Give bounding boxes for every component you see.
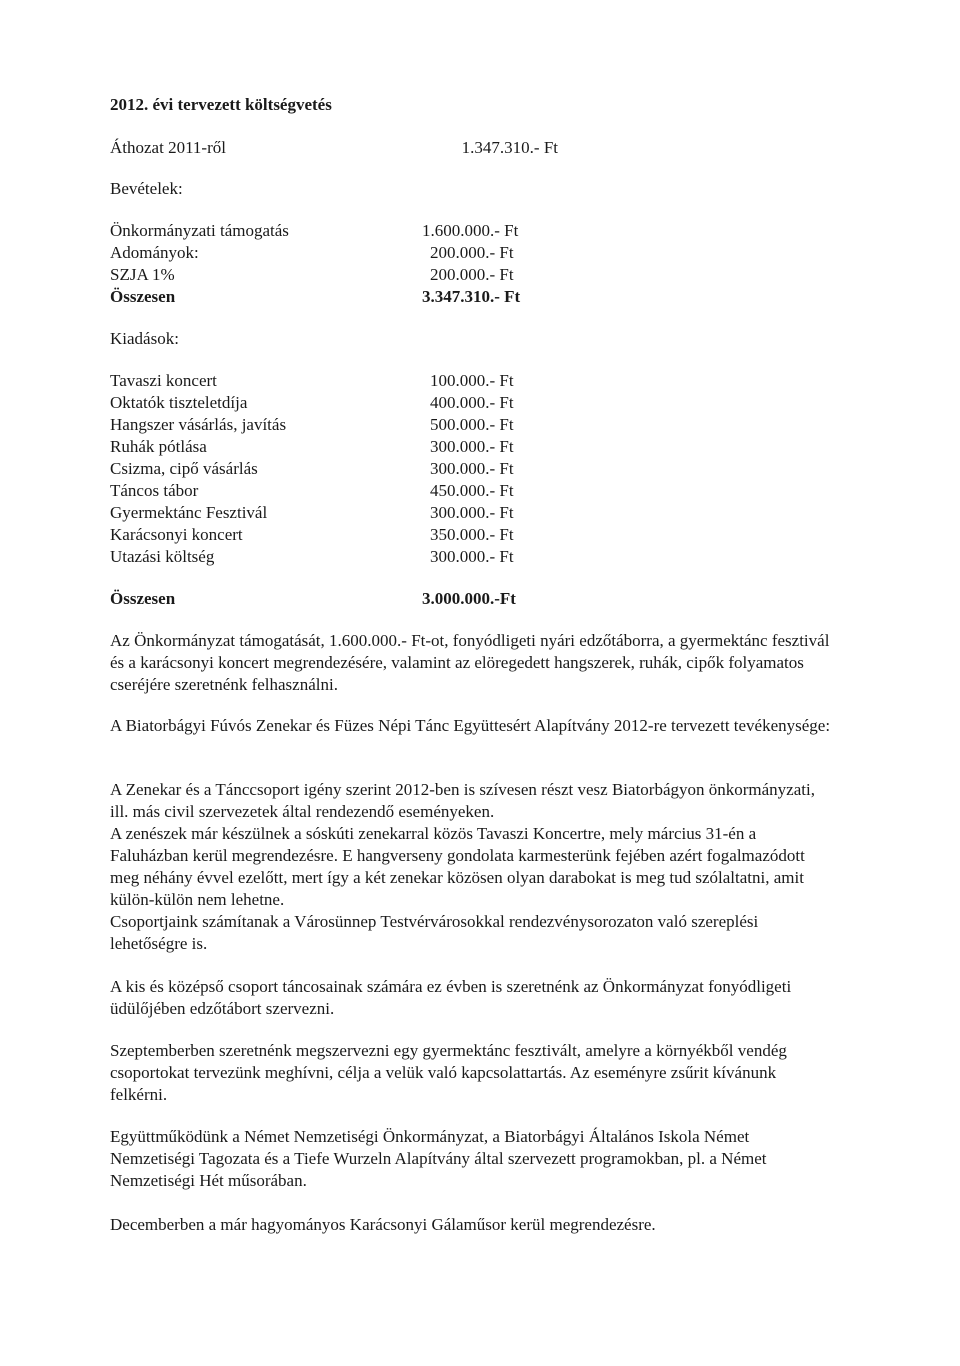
paragraph-text: A Zenekar és a Tánccsoport igény szerint 2012-ben is szívesen részt vesz Biatorbágyon önkormányzati, ill. más civil szervezetek által rendezendő eseményeken. <box>110 780 815 821</box>
expense-label: Gyermektánc Fesztivál <box>110 503 268 522</box>
expenses-total-amount: 3.000.000.-Ft <box>422 589 516 608</box>
expense-row <box>110 480 670 502</box>
income-row <box>110 264 670 286</box>
expense-amount: 300.000.- Ft <box>430 547 514 566</box>
income-total-row <box>110 286 670 308</box>
expense-label: Karácsonyi koncert <box>110 525 243 544</box>
paragraph-text: Az Önkormányzat támogatását, 1.600.000.- Ft-ot, fonyódligeti nyári edzőtáborra, a gyermektánc fesztivál és a karácsonyi koncert megrendezésére, valamint az elöregedett hangszerek, ruhák, cipők folyamatos cseréjére szeretnénk felhasználni. <box>110 631 830 694</box>
paragraph-text: Decemberben a már hagyományos Karácsonyi Gálaműsor kerül megrendezésre. <box>110 1215 656 1234</box>
paragraph-festival <box>110 1040 835 1106</box>
income-row <box>110 242 670 264</box>
expenses-total-row <box>110 588 670 610</box>
income-total-label: Összesen <box>110 287 176 306</box>
paragraph-camp <box>110 976 835 1020</box>
carryover-row <box>110 137 670 159</box>
expense-row <box>110 524 670 546</box>
expense-amount: 500.000.- Ft <box>430 415 514 434</box>
expense-row <box>110 414 670 436</box>
expense-amount: 450.000.- Ft <box>430 481 514 500</box>
expense-row <box>110 370 670 392</box>
expenses-total-label: Összesen <box>110 589 176 608</box>
expenses-heading: Kiadások: <box>110 329 179 348</box>
income-amount: 200.000.- Ft <box>430 243 514 262</box>
carryover-label: Áthozat 2011-ről <box>110 138 226 157</box>
expense-label: Csizma, cipő vásárlás <box>110 459 258 478</box>
expense-row <box>110 436 670 458</box>
expense-label: Táncos tábor <box>110 481 199 500</box>
paragraph-text: Csoportjaink számítanak a Városünnep Testvérvárosokkal rendezvénysorozaton való szereplési lehetőségre is. <box>110 912 759 953</box>
paragraph-december <box>110 1214 835 1236</box>
income-amount: 200.000.- Ft <box>430 265 514 284</box>
expense-row <box>110 502 670 524</box>
paragraph-text: A zenészek már készülnek a sóskúti zenekarral közös Tavaszi Koncertre, mely március 31-én a Faluházban kerül megrendezésre. E hangverseny gondolata karmesterünk fejében azért fogalmazódott meg néhány évvel ezelőtt, mert így a két zenekar közösen olyan darabokat is meg tud szólaltatni, amit külön-külön nem lehetne. <box>110 824 805 909</box>
document-page <box>110 0 850 1366</box>
expense-amount: 300.000.- Ft <box>430 437 514 456</box>
income-heading: Bevételek: <box>110 179 183 198</box>
income-label: SZJA 1% <box>110 265 175 284</box>
paragraph-events <box>110 779 835 955</box>
paragraph-funding <box>110 630 835 696</box>
expense-amount: 300.000.- Ft <box>430 503 514 522</box>
paragraph-text: A Biatorbágyi Fúvós Zenekar és Füzes Népi Tánc Együttesért Alapítvány 2012-re tervezett tevékenysége: <box>110 716 831 735</box>
expense-amount: 350.000.- Ft <box>430 525 514 544</box>
expense-label: Oktatók tiszteletdíja <box>110 393 248 412</box>
paragraph-text: A kis és középső csoport táncosainak számára ez évben is szeretnénk az Önkormányzat fonyódligeti üdülőjében edzőtábort szervezni. <box>110 977 792 1018</box>
income-amount: 1.600.000.- Ft <box>422 221 519 240</box>
paragraph-activity-intro <box>110 715 835 737</box>
expense-amount: 400.000.- Ft <box>430 393 514 412</box>
expense-label: Tavaszi koncert <box>110 371 217 390</box>
income-row <box>110 220 670 242</box>
paragraph-cooperation <box>110 1126 835 1192</box>
expense-label: Ruhák pótlása <box>110 437 207 456</box>
paragraph-text: Együttműködünk a Német Nemzetiségi Önkormányzat, a Biatorbágyi Általános Iskola Német Nemzetiségi Tagozata és a Tiefe Wurzeln Alapítvány által szervezett programokban, pl. a Német Nemzetiségi Hét műsorában. <box>110 1127 767 1190</box>
expense-row <box>110 546 670 568</box>
paragraph-text: Szeptemberben szeretnénk megszervezni egy gyermektánc fesztivált, amelyre a környékből vendég csoportokat tervezünk meghívni, célja a velük való kapcsolattartás. Az eseményre zsűrit kívánunk felkérni. <box>110 1041 787 1104</box>
income-label: Adományok: <box>110 243 199 262</box>
expense-row <box>110 392 670 414</box>
income-total-amount: 3.347.310.- Ft <box>422 287 521 306</box>
expense-label: Hangszer vásárlás, javítás <box>110 415 287 434</box>
expense-amount: 100.000.- Ft <box>430 371 514 390</box>
expense-row <box>110 458 670 480</box>
page-title: 2012. évi tervezett költségvetés <box>110 95 332 114</box>
expense-amount: 300.000.- Ft <box>430 459 514 478</box>
carryover-amount: 1.347.310.- Ft <box>461 138 558 157</box>
expense-label: Utazási költség <box>110 547 215 566</box>
income-label: Önkormányzati támogatás <box>110 221 289 240</box>
